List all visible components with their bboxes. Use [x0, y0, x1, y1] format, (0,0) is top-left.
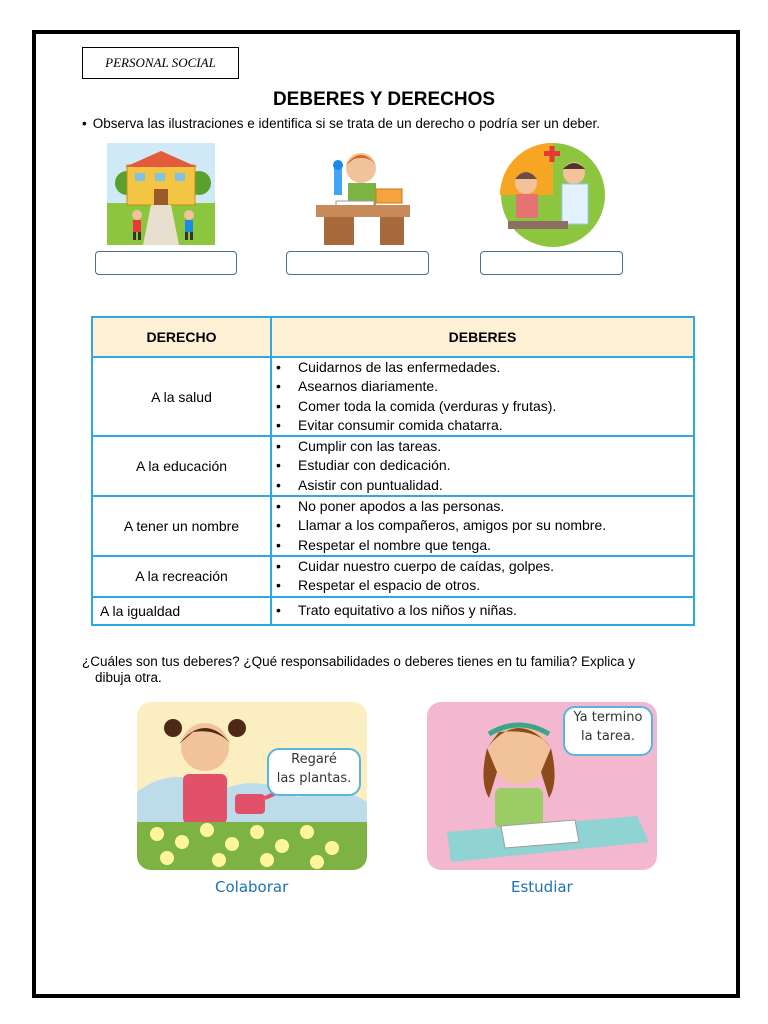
duty-item: • No poner apodos a las personas.	[276, 497, 693, 516]
duty-item: • Llamar a los compañeros, amigos por su nombre.	[276, 516, 693, 535]
duty-item: • Estudiar con dedicación.	[276, 456, 693, 475]
duties-cell	[271, 556, 694, 597]
column-header-deberes: DEBERES	[271, 317, 694, 357]
table-row	[92, 357, 694, 436]
duties-cell	[271, 357, 694, 436]
bubble-2-line-1: Ya termino	[573, 710, 643, 725]
answer-field-2[interactable]	[286, 251, 429, 275]
speech-bubble-1	[267, 748, 361, 796]
duty-item: • Respetar el espacio de otros.	[276, 576, 693, 595]
speech-bubble-2	[563, 706, 653, 756]
bubble-1-line-2: las plantas.	[276, 771, 352, 786]
duties-cell	[271, 496, 694, 556]
duties-cell	[271, 436, 694, 496]
duty-item: • Asistir con puntualidad.	[276, 476, 693, 495]
table-row	[92, 597, 694, 625]
subject-label: PERSONAL SOCIAL	[82, 47, 239, 79]
doctor-child-illustration	[500, 143, 606, 247]
table-row	[92, 556, 694, 597]
duty-item: • Comer toda la comida (verduras y frutas).	[276, 397, 693, 416]
rights-duties-table	[91, 316, 695, 626]
duty-item: • Trato equitativo a los niños y niñas.	[276, 601, 693, 620]
right-cell: A la salud	[92, 357, 271, 436]
caption-estudiar: Estudiar	[511, 878, 573, 896]
student-at-desk-illustration	[306, 143, 414, 247]
right-cell: A la educación	[92, 436, 271, 496]
question-text	[82, 654, 682, 686]
instruction-text: Observa las ilustraciones e identifica si se trata de un derecho o podría ser un deber.	[92, 116, 601, 131]
answer-field-1[interactable]	[95, 251, 237, 275]
table-row	[92, 436, 694, 496]
column-header-derecho: DERECHO	[92, 317, 271, 357]
question-line-2: dibuja otra.	[95, 670, 162, 685]
duty-item: • Evitar consumir comida chatarra.	[276, 416, 693, 435]
duty-item: • Asearnos diariamente.	[276, 377, 693, 396]
duty-item: • Cuidarnos de las enfermedades.	[276, 358, 693, 377]
duty-item: • Cuidar nuestro cuerpo de caídas, golpes.	[276, 557, 693, 576]
answer-field-3[interactable]	[480, 251, 623, 275]
bullet: •	[82, 116, 87, 131]
question-line-1: ¿Cuáles son tus deberes? ¿Qué responsabilidades o deberes tienes en tu familia? Explica y	[82, 654, 636, 669]
right-cell: A la recreación	[92, 556, 271, 597]
instruction	[82, 116, 600, 131]
duty-item: • Cumplir con las tareas.	[276, 437, 693, 456]
school-kids-illustration	[107, 143, 215, 245]
right-cell: A la igualdad	[92, 597, 271, 625]
caption-colaborar: Colaborar	[215, 878, 289, 896]
table-header-row	[92, 317, 694, 357]
bubble-2-line-2: la tarea.	[581, 729, 635, 744]
right-cell: A tener un nombre	[92, 496, 271, 556]
bubble-1-line-1: Regaré	[291, 752, 337, 767]
duties-cell	[271, 597, 694, 625]
duty-item: • Respetar el nombre que tenga.	[276, 536, 693, 555]
page-title: DEBERES Y DERECHOS	[272, 89, 496, 110]
table-row	[92, 496, 694, 556]
